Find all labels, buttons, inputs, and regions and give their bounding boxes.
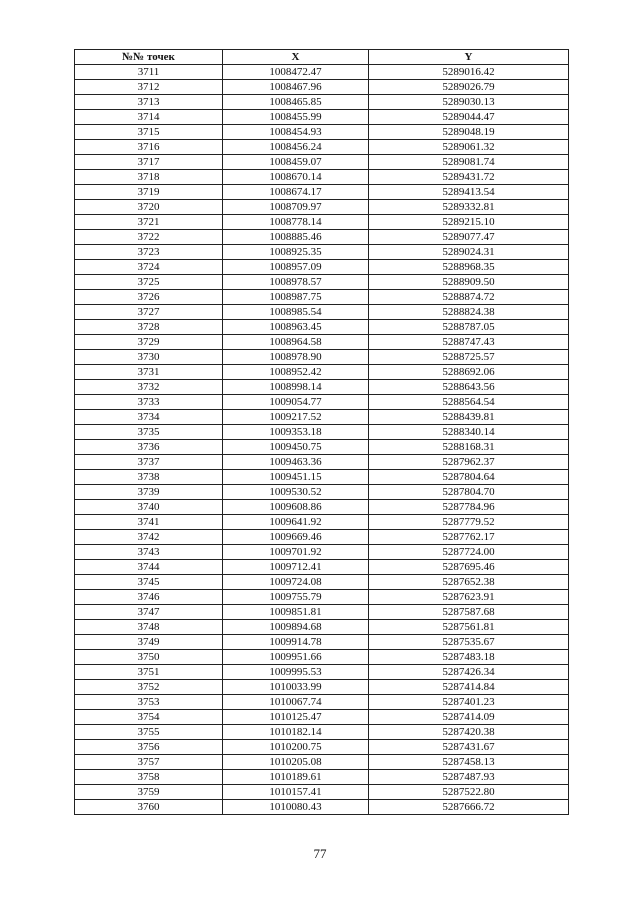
table-row bbox=[75, 320, 569, 335]
x-coordinate-cell: 1009353.18 bbox=[223, 425, 369, 440]
table-row bbox=[75, 725, 569, 740]
table-row bbox=[75, 215, 569, 230]
y-coordinate-cell: 5288168.31 bbox=[369, 440, 569, 455]
y-coordinate-cell: 5289061.32 bbox=[369, 140, 569, 155]
y-coordinate-cell: 5287695.46 bbox=[369, 560, 569, 575]
point-number-cell: 3719 bbox=[75, 185, 223, 200]
point-number-cell: 3724 bbox=[75, 260, 223, 275]
point-number-cell: 3715 bbox=[75, 125, 223, 140]
table-row bbox=[75, 545, 569, 560]
point-number-cell: 3749 bbox=[75, 635, 223, 650]
table-row bbox=[75, 530, 569, 545]
y-coordinate-cell: 5288340.14 bbox=[369, 425, 569, 440]
point-number-cell: 3736 bbox=[75, 440, 223, 455]
x-coordinate-cell: 1008964.58 bbox=[223, 335, 369, 350]
table-row bbox=[75, 560, 569, 575]
point-number-cell: 3718 bbox=[75, 170, 223, 185]
y-coordinate-cell: 5287535.67 bbox=[369, 635, 569, 650]
x-coordinate-cell: 1009724.08 bbox=[223, 575, 369, 590]
point-number-cell: 3753 bbox=[75, 695, 223, 710]
x-coordinate-cell: 1010033.99 bbox=[223, 680, 369, 695]
table-row bbox=[75, 770, 569, 785]
x-coordinate-cell: 1008709.97 bbox=[223, 200, 369, 215]
point-number-cell: 3713 bbox=[75, 95, 223, 110]
y-coordinate-cell: 5288909.50 bbox=[369, 275, 569, 290]
x-coordinate-cell: 1010125.47 bbox=[223, 710, 369, 725]
table-header bbox=[75, 50, 569, 65]
y-coordinate-cell: 5288643.56 bbox=[369, 380, 569, 395]
table-row bbox=[75, 185, 569, 200]
y-coordinate-cell: 5289030.13 bbox=[369, 95, 569, 110]
point-number-cell: 3741 bbox=[75, 515, 223, 530]
table-row bbox=[75, 710, 569, 725]
y-coordinate-cell: 5287431.67 bbox=[369, 740, 569, 755]
y-coordinate-cell: 5289024.31 bbox=[369, 245, 569, 260]
table-row bbox=[75, 425, 569, 440]
point-number-cell: 3729 bbox=[75, 335, 223, 350]
x-coordinate-cell: 1008978.90 bbox=[223, 350, 369, 365]
table-row bbox=[75, 335, 569, 350]
x-coordinate-cell: 1008998.14 bbox=[223, 380, 369, 395]
y-coordinate-cell: 5289016.42 bbox=[369, 65, 569, 80]
x-coordinate-cell: 1009530.52 bbox=[223, 485, 369, 500]
y-coordinate-cell: 5287426.34 bbox=[369, 665, 569, 680]
table-row bbox=[75, 800, 569, 815]
x-coordinate-cell: 1008467.96 bbox=[223, 80, 369, 95]
y-coordinate-cell: 5288787.05 bbox=[369, 320, 569, 335]
y-coordinate-cell: 5287804.64 bbox=[369, 470, 569, 485]
x-coordinate-cell: 1009669.46 bbox=[223, 530, 369, 545]
x-coordinate-cell: 1010157.41 bbox=[223, 785, 369, 800]
point-number-cell: 3737 bbox=[75, 455, 223, 470]
table-row bbox=[75, 245, 569, 260]
table-row bbox=[75, 305, 569, 320]
table-row bbox=[75, 230, 569, 245]
table-row bbox=[75, 500, 569, 515]
x-coordinate-cell: 1008952.42 bbox=[223, 365, 369, 380]
x-coordinate-cell: 1008456.24 bbox=[223, 140, 369, 155]
y-coordinate-cell: 5287561.81 bbox=[369, 620, 569, 635]
x-coordinate-cell: 1009851.81 bbox=[223, 605, 369, 620]
table-row bbox=[75, 695, 569, 710]
y-coordinate-cell: 5288439.81 bbox=[369, 410, 569, 425]
table-row bbox=[75, 110, 569, 125]
table-row bbox=[75, 155, 569, 170]
table-row bbox=[75, 785, 569, 800]
point-number-cell: 3731 bbox=[75, 365, 223, 380]
point-number-cell: 3716 bbox=[75, 140, 223, 155]
point-number-cell: 3744 bbox=[75, 560, 223, 575]
x-coordinate-cell: 1009712.41 bbox=[223, 560, 369, 575]
x-coordinate-cell: 1008455.99 bbox=[223, 110, 369, 125]
y-coordinate-cell: 5287414.84 bbox=[369, 680, 569, 695]
x-coordinate-cell: 1010200.75 bbox=[223, 740, 369, 755]
table-row bbox=[75, 200, 569, 215]
coordinates-table bbox=[74, 49, 569, 815]
header-y: Y bbox=[369, 50, 569, 65]
x-coordinate-cell: 1008925.35 bbox=[223, 245, 369, 260]
table-row bbox=[75, 395, 569, 410]
point-number-cell: 3739 bbox=[75, 485, 223, 500]
table-row bbox=[75, 95, 569, 110]
table-row bbox=[75, 140, 569, 155]
table-row bbox=[75, 680, 569, 695]
x-coordinate-cell: 1009450.75 bbox=[223, 440, 369, 455]
point-number-cell: 3746 bbox=[75, 590, 223, 605]
point-number-cell: 3727 bbox=[75, 305, 223, 320]
table-row bbox=[75, 260, 569, 275]
y-coordinate-cell: 5287414.09 bbox=[369, 710, 569, 725]
table-row bbox=[75, 440, 569, 455]
y-coordinate-cell: 5287623.91 bbox=[369, 590, 569, 605]
y-coordinate-cell: 5289332.81 bbox=[369, 200, 569, 215]
x-coordinate-cell: 1010067.74 bbox=[223, 695, 369, 710]
table-row bbox=[75, 575, 569, 590]
y-coordinate-cell: 5289077.47 bbox=[369, 230, 569, 245]
y-coordinate-cell: 5287587.68 bbox=[369, 605, 569, 620]
table-row bbox=[75, 365, 569, 380]
table-row bbox=[75, 80, 569, 95]
point-number-cell: 3748 bbox=[75, 620, 223, 635]
y-coordinate-cell: 5287652.38 bbox=[369, 575, 569, 590]
table-row bbox=[75, 755, 569, 770]
point-number-cell: 3733 bbox=[75, 395, 223, 410]
y-coordinate-cell: 5287784.96 bbox=[369, 500, 569, 515]
point-number-cell: 3728 bbox=[75, 320, 223, 335]
y-coordinate-cell: 5287420.38 bbox=[369, 725, 569, 740]
point-number-cell: 3743 bbox=[75, 545, 223, 560]
table-row bbox=[75, 740, 569, 755]
y-coordinate-cell: 5287762.17 bbox=[369, 530, 569, 545]
x-coordinate-cell: 1009914.78 bbox=[223, 635, 369, 650]
x-coordinate-cell: 1008674.17 bbox=[223, 185, 369, 200]
table-row bbox=[75, 470, 569, 485]
table-row bbox=[75, 275, 569, 290]
table-row bbox=[75, 635, 569, 650]
point-number-cell: 3735 bbox=[75, 425, 223, 440]
point-number-cell: 3722 bbox=[75, 230, 223, 245]
x-coordinate-cell: 1009894.68 bbox=[223, 620, 369, 635]
point-number-cell: 3726 bbox=[75, 290, 223, 305]
point-number-cell: 3756 bbox=[75, 740, 223, 755]
y-coordinate-cell: 5289431.72 bbox=[369, 170, 569, 185]
table-row bbox=[75, 605, 569, 620]
x-coordinate-cell: 1008963.45 bbox=[223, 320, 369, 335]
x-coordinate-cell: 1009608.86 bbox=[223, 500, 369, 515]
y-coordinate-cell: 5289044.47 bbox=[369, 110, 569, 125]
y-coordinate-cell: 5289413.54 bbox=[369, 185, 569, 200]
x-coordinate-cell: 1009217.52 bbox=[223, 410, 369, 425]
y-coordinate-cell: 5288725.57 bbox=[369, 350, 569, 365]
x-coordinate-cell: 1008670.14 bbox=[223, 170, 369, 185]
x-coordinate-cell: 1010182.14 bbox=[223, 725, 369, 740]
table-row bbox=[75, 380, 569, 395]
y-coordinate-cell: 5287487.93 bbox=[369, 770, 569, 785]
x-coordinate-cell: 1008454.93 bbox=[223, 125, 369, 140]
point-number-cell: 3740 bbox=[75, 500, 223, 515]
x-coordinate-cell: 1009995.53 bbox=[223, 665, 369, 680]
point-number-cell: 3734 bbox=[75, 410, 223, 425]
x-coordinate-cell: 1008957.09 bbox=[223, 260, 369, 275]
x-coordinate-cell: 1008778.14 bbox=[223, 215, 369, 230]
point-number-cell: 3725 bbox=[75, 275, 223, 290]
x-coordinate-cell: 1009641.92 bbox=[223, 515, 369, 530]
x-coordinate-cell: 1008472.47 bbox=[223, 65, 369, 80]
y-coordinate-cell: 5287522.80 bbox=[369, 785, 569, 800]
table-row bbox=[75, 665, 569, 680]
y-coordinate-cell: 5287724.00 bbox=[369, 545, 569, 560]
point-number-cell: 3730 bbox=[75, 350, 223, 365]
x-coordinate-cell: 1010080.43 bbox=[223, 800, 369, 815]
x-coordinate-cell: 1010189.61 bbox=[223, 770, 369, 785]
x-coordinate-cell: 1009755.79 bbox=[223, 590, 369, 605]
x-coordinate-cell: 1009054.77 bbox=[223, 395, 369, 410]
point-number-cell: 3711 bbox=[75, 65, 223, 80]
point-number-cell: 3757 bbox=[75, 755, 223, 770]
x-coordinate-cell: 1010205.08 bbox=[223, 755, 369, 770]
header-x: X bbox=[223, 50, 369, 65]
header-row bbox=[75, 50, 569, 65]
point-number-cell: 3759 bbox=[75, 785, 223, 800]
x-coordinate-cell: 1009701.92 bbox=[223, 545, 369, 560]
table-row bbox=[75, 350, 569, 365]
y-coordinate-cell: 5289215.10 bbox=[369, 215, 569, 230]
header-point-number: №№ точек bbox=[75, 50, 223, 65]
point-number-cell: 3745 bbox=[75, 575, 223, 590]
y-coordinate-cell: 5287401.23 bbox=[369, 695, 569, 710]
table-row bbox=[75, 410, 569, 425]
x-coordinate-cell: 1009951.66 bbox=[223, 650, 369, 665]
y-coordinate-cell: 5289026.79 bbox=[369, 80, 569, 95]
point-number-cell: 3712 bbox=[75, 80, 223, 95]
x-coordinate-cell: 1009451.15 bbox=[223, 470, 369, 485]
x-coordinate-cell: 1008465.85 bbox=[223, 95, 369, 110]
point-number-cell: 3755 bbox=[75, 725, 223, 740]
table-row bbox=[75, 290, 569, 305]
y-coordinate-cell: 5288747.43 bbox=[369, 335, 569, 350]
point-number-cell: 3754 bbox=[75, 710, 223, 725]
point-number-cell: 3760 bbox=[75, 800, 223, 815]
point-number-cell: 3751 bbox=[75, 665, 223, 680]
y-coordinate-cell: 5289048.19 bbox=[369, 125, 569, 140]
point-number-cell: 3750 bbox=[75, 650, 223, 665]
point-number-cell: 3723 bbox=[75, 245, 223, 260]
table-row bbox=[75, 515, 569, 530]
table-row bbox=[75, 125, 569, 140]
y-coordinate-cell: 5287962.37 bbox=[369, 455, 569, 470]
point-number-cell: 3738 bbox=[75, 470, 223, 485]
point-number-cell: 3717 bbox=[75, 155, 223, 170]
y-coordinate-cell: 5287483.18 bbox=[369, 650, 569, 665]
x-coordinate-cell: 1008985.54 bbox=[223, 305, 369, 320]
y-coordinate-cell: 5288824.38 bbox=[369, 305, 569, 320]
point-number-cell: 3742 bbox=[75, 530, 223, 545]
x-coordinate-cell: 1008978.57 bbox=[223, 275, 369, 290]
y-coordinate-cell: 5287458.13 bbox=[369, 755, 569, 770]
y-coordinate-cell: 5288564.54 bbox=[369, 395, 569, 410]
y-coordinate-cell: 5288692.06 bbox=[369, 365, 569, 380]
table-row bbox=[75, 65, 569, 80]
table-row bbox=[75, 650, 569, 665]
point-number-cell: 3720 bbox=[75, 200, 223, 215]
y-coordinate-cell: 5287666.72 bbox=[369, 800, 569, 815]
point-number-cell: 3732 bbox=[75, 380, 223, 395]
x-coordinate-cell: 1008987.75 bbox=[223, 290, 369, 305]
y-coordinate-cell: 5288968.35 bbox=[369, 260, 569, 275]
y-coordinate-cell: 5287779.52 bbox=[369, 515, 569, 530]
page-number: 77 bbox=[313, 846, 327, 861]
x-coordinate-cell: 1008459.07 bbox=[223, 155, 369, 170]
x-coordinate-cell: 1008885.46 bbox=[223, 230, 369, 245]
x-coordinate-cell: 1009463.36 bbox=[223, 455, 369, 470]
y-coordinate-cell: 5289081.74 bbox=[369, 155, 569, 170]
table-row bbox=[75, 455, 569, 470]
table-body bbox=[75, 65, 569, 815]
table-row bbox=[75, 170, 569, 185]
point-number-cell: 3714 bbox=[75, 110, 223, 125]
y-coordinate-cell: 5287804.70 bbox=[369, 485, 569, 500]
table-row bbox=[75, 620, 569, 635]
point-number-cell: 3721 bbox=[75, 215, 223, 230]
point-number-cell: 3758 bbox=[75, 770, 223, 785]
table-row bbox=[75, 590, 569, 605]
point-number-cell: 3747 bbox=[75, 605, 223, 620]
y-coordinate-cell: 5288874.72 bbox=[369, 290, 569, 305]
table-row bbox=[75, 485, 569, 500]
point-number-cell: 3752 bbox=[75, 680, 223, 695]
